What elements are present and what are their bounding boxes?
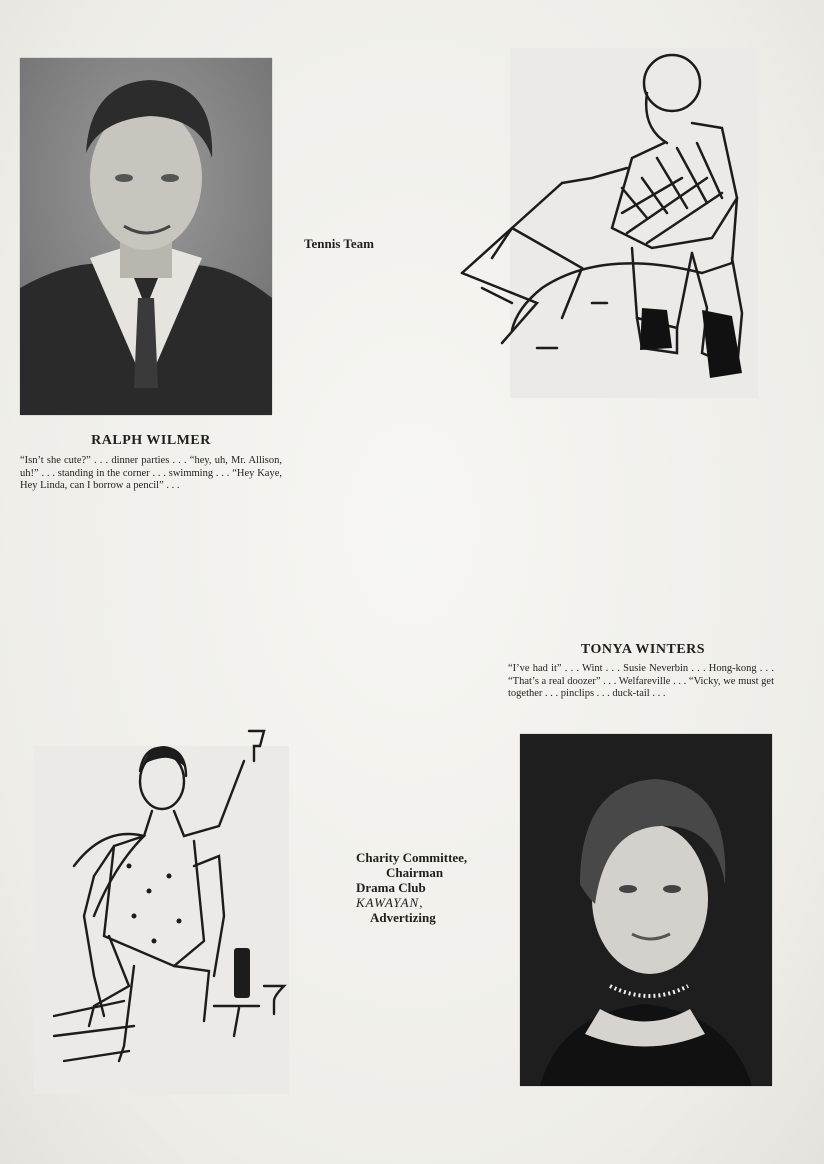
student-name: RALPH WILMER xyxy=(91,433,211,448)
portrait-photo-icon xyxy=(520,734,772,1086)
activity-item: Charity Committee, xyxy=(356,850,468,865)
chair-whip-cartoon-icon xyxy=(452,48,758,398)
activities-list xyxy=(356,850,467,925)
portrait-photo-icon xyxy=(20,58,272,415)
activity-item: KAWAYAN, xyxy=(356,895,424,910)
activity-item: Chairman xyxy=(386,865,444,880)
chair-whip-cartoon xyxy=(452,48,758,398)
tonya-winters-portrait xyxy=(520,734,772,1086)
activity-item: Drama Club xyxy=(356,880,426,895)
student-name: TONYA WINTERS xyxy=(580,642,706,657)
student-quote: “Isn’t she cute?” . . . dinner parties . . . “hey, uh, Mr. Allison, uh!” . . . standing in the corner . . . swimming . . . “Hey Kaye, Hey Linda, can I borrow a pencil” . . . xyxy=(20,455,282,491)
student-quote: “I’ve had it” . . . Wint . . . Susie Neverbin . . . Hong-kong . . . “That’s a real doozer” . . . Welfareville . . . “Vicky, we must get together . . . pinclips . . . duck-tail . . . xyxy=(508,663,774,699)
ralph-wilmer-portrait xyxy=(20,58,272,415)
activity-item: Tennis Team xyxy=(304,236,374,251)
activity-item: Advertizing xyxy=(370,910,436,925)
cocktail-lady-cartoon xyxy=(34,716,302,1094)
cocktail-lady-cartoon-icon xyxy=(34,716,302,1094)
activities-list xyxy=(304,236,374,251)
